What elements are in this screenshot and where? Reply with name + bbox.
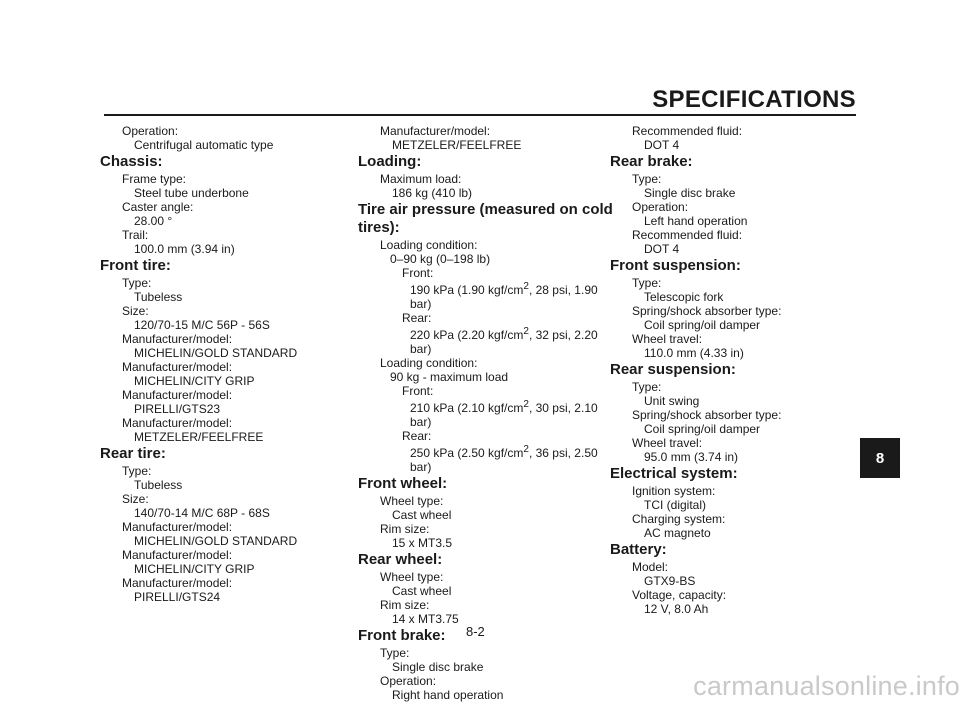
spec-value: DOT 4: [644, 138, 680, 152]
section-heading-rear-tire: Rear tire:: [100, 445, 166, 462]
pressure-text: 250 kPa (2.50 kgf/cm: [410, 446, 524, 460]
spec-label: Manufacturer/model:: [122, 360, 233, 374]
chapter-tab[interactable]: 8: [860, 438, 900, 478]
spec-value: MICHELIN/CITY GRIP: [134, 374, 255, 388]
spec-value: Cast wheel: [392, 508, 452, 522]
spec-value: 90 kg - maximum load: [390, 370, 509, 384]
spec-value: 12 V, 8.0 Ah: [644, 602, 709, 616]
spec-value: 95.0 mm (3.74 in): [644, 450, 739, 464]
spec-column-2: [358, 124, 618, 702]
spec-value: Centrifugal automatic type: [134, 138, 274, 152]
spec-label: Operation:: [122, 124, 179, 138]
pressure-text: 190 kPa (1.90 kgf/cm: [410, 283, 524, 297]
spec-label: Wheel travel:: [632, 436, 703, 450]
spec-label: Rim size:: [380, 598, 430, 612]
spec-label: Frame type:: [122, 172, 187, 186]
spec-label: Size:: [122, 304, 149, 318]
spec-label: Wheel type:: [380, 494, 444, 508]
spec-label: Type:: [380, 646, 410, 660]
section-heading-chassis: Chassis:: [100, 153, 163, 170]
superscript: 2: [523, 326, 529, 337]
spec-label: Manufacturer/model:: [122, 332, 233, 346]
spec-label: Manufacturer/model:: [122, 388, 233, 402]
section-heading-rear-wheel: Rear wheel:: [358, 551, 443, 568]
section-heading-rear-suspension: Rear suspension:: [610, 361, 736, 378]
spec-value: Single disc brake: [644, 186, 736, 200]
spec-sublabel: Front:: [402, 384, 434, 398]
section-heading-loading: Loading:: [358, 153, 422, 170]
spec-label: Recommended fluid:: [632, 228, 743, 242]
spec-value: Left hand operation: [644, 214, 748, 228]
pressure-text: , 28 psi, 1.90 bar): [410, 283, 598, 311]
watermark: carmanualsonline.info: [693, 671, 960, 701]
spec-label: Wheel travel:: [632, 332, 703, 346]
spec-value: 186 kg (410 lb): [392, 186, 473, 200]
spec-label: Trail:: [122, 228, 149, 242]
spec-value: 140/70-14 M/C 68P - 68S: [134, 506, 270, 520]
page-number: 8-2: [466, 624, 485, 639]
spec-label: Spring/shock absorber type:: [632, 408, 782, 422]
spec-label: Recommended fluid:: [632, 124, 743, 138]
spec-value: METZELER/FEELFREE: [134, 430, 264, 444]
spec-value: 120/70-15 M/C 56P - 56S: [134, 318, 270, 332]
spec-value: Coil spring/oil damper: [644, 422, 761, 436]
pressure-text: 220 kPa (2.20 kgf/cm: [410, 328, 524, 342]
section-heading-front-wheel: Front wheel:: [358, 475, 448, 492]
spec-value: [362, 280, 618, 311]
section-heading-tire-pressure: [358, 201, 618, 237]
spec-label: Voltage, capacity:: [632, 588, 727, 602]
pressure-text: , 32 psi, 2.20 bar): [410, 328, 598, 356]
spec-label: Type:: [632, 172, 662, 186]
spec-label: Wheel type:: [380, 570, 444, 584]
spec-label: Operation:: [632, 200, 689, 214]
heading-line-1: Tire air pressure (measured on cold: [358, 201, 613, 218]
spec-value: METZELER/FEELFREE: [392, 138, 522, 152]
spec-label: Type:: [122, 276, 152, 290]
spec-value: Tubeless: [134, 478, 183, 492]
spec-value: PIRELLI/GTS24: [134, 590, 221, 604]
spec-value: Coil spring/oil damper: [644, 318, 761, 332]
pressure-text: 210 kPa (2.10 kgf/cm: [410, 401, 524, 415]
page-title: SPECIFICATIONS: [652, 86, 856, 113]
spec-label: Type:: [122, 464, 152, 478]
spec-sublabel: Rear:: [402, 429, 432, 443]
spec-label: Manufacturer/model:: [122, 548, 233, 562]
spec-label: Type:: [632, 276, 662, 290]
spec-value: Tubeless: [134, 290, 183, 304]
spec-value: TCI (digital): [644, 498, 707, 512]
spec-label: Loading condition:: [380, 238, 478, 252]
spec-label: Maximum load:: [380, 172, 462, 186]
spec-label: Caster angle:: [122, 200, 194, 214]
spec-value: 110.0 mm (4.33 in): [644, 346, 744, 360]
spec-value: Cast wheel: [392, 584, 452, 598]
section-heading-electrical: Electrical system:: [610, 465, 738, 482]
spec-label: Manufacturer/model:: [380, 124, 491, 138]
spec-value: 100.0 mm (3.94 in): [134, 242, 235, 256]
spec-label: Manufacturer/model:: [122, 520, 233, 534]
spec-value: Unit swing: [644, 394, 700, 408]
spec-column-1: [100, 124, 334, 604]
spec-label: Manufacturer/model:: [122, 576, 233, 590]
spec-label: Loading condition:: [380, 356, 478, 370]
spec-value: 15 x MT3.5: [392, 536, 453, 550]
spec-label: Charging system:: [632, 512, 726, 526]
spec-label: Model:: [632, 560, 669, 574]
spec-value: [362, 398, 618, 429]
section-heading-front-brake: Front brake:: [358, 627, 446, 644]
spec-value: 14 x MT3.75: [392, 612, 459, 626]
spec-value: Right hand operation: [392, 688, 504, 702]
heading-line-2: tires):: [358, 219, 400, 236]
pressure-text: , 30 psi, 2.10 bar): [410, 401, 598, 429]
spec-value: [362, 443, 618, 474]
spec-value: MICHELIN/CITY GRIP: [134, 562, 255, 576]
spec-label: Ignition system:: [632, 484, 716, 498]
spec-label: Rim size:: [380, 522, 430, 536]
section-heading-front-suspension: Front suspension:: [610, 257, 741, 274]
spec-value: MICHELIN/GOLD STANDARD: [134, 346, 298, 360]
section-heading-front-tire: Front tire:: [100, 257, 171, 274]
superscript: 2: [523, 444, 529, 455]
spec-value: 0–90 kg (0–198 lb): [390, 252, 491, 266]
spec-label: Size:: [122, 492, 149, 506]
section-heading-rear-brake: Rear brake:: [610, 153, 693, 170]
spec-value: 28.00 °: [134, 214, 173, 228]
spec-value: MICHELIN/GOLD STANDARD: [134, 534, 298, 548]
title-divider: [104, 114, 856, 116]
pressure-text: , 36 psi, 2.50 bar): [410, 446, 598, 474]
spec-value: PIRELLI/GTS23: [134, 402, 221, 416]
spec-label: Spring/shock absorber type:: [632, 304, 782, 318]
spec-value: DOT 4: [644, 242, 680, 256]
spec-sublabel: Front:: [402, 266, 434, 280]
spec-value: AC magneto: [644, 526, 711, 540]
spec-label: Operation:: [380, 674, 437, 688]
superscript: 2: [523, 281, 529, 292]
spec-sublabel: Rear:: [402, 311, 432, 325]
spec-value: Single disc brake: [392, 660, 484, 674]
spec-value: Telescopic fork: [644, 290, 724, 304]
spec-value: GTX9-BS: [644, 574, 696, 588]
spec-value: [362, 325, 618, 356]
spec-value: Steel tube underbone: [134, 186, 249, 200]
spec-label: Type:: [632, 380, 662, 394]
spec-column-3: [610, 124, 854, 616]
section-heading-battery: Battery:: [610, 541, 667, 558]
spec-label: Manufacturer/model:: [122, 416, 233, 430]
superscript: 2: [523, 399, 529, 410]
